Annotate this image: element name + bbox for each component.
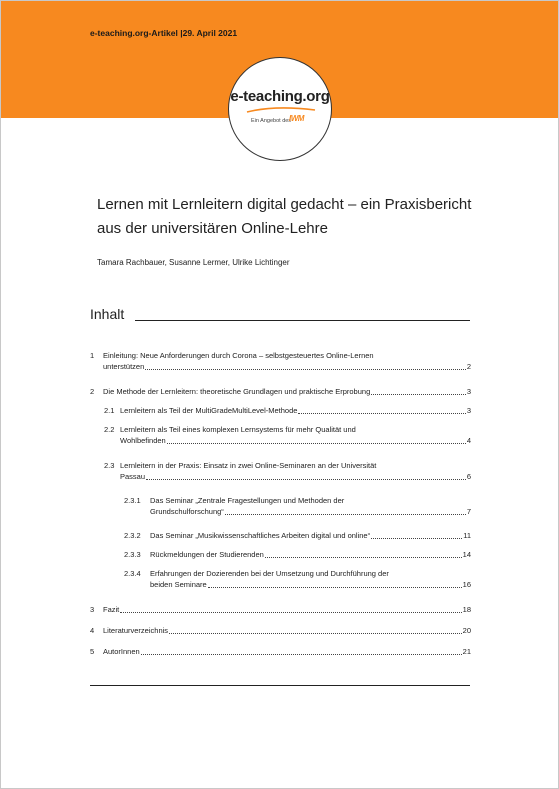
toc-entry-title: Das Seminar „Musikwissenschaftliches Arbeiten digital und online“ [150,531,371,540]
toc-entry-title: Lernleitern als Teil der MultiGradeMultiLevel-Methode [120,406,298,415]
toc-entry-title: Das Seminar „Zentrale Fragestellungen und Methoden der [150,496,345,505]
toc-entry-number: 2.3 [104,461,115,470]
toc-entry-title-cont: Grundschulforschung“ [150,507,224,516]
toc-entry-number: 2.3.4 [124,569,141,578]
toc-entry-title-cont: Wohlbefinden [120,436,166,445]
toc-entry-number: 2.3.1 [124,496,141,505]
toc-entry-5[interactable] [90,646,471,657]
toc-entry-4[interactable] [90,625,471,636]
toc-entry-page: 11 [463,531,471,540]
logo-subtext: Ein Angebot des [251,118,292,124]
toc-entry-number: 2.3.2 [124,531,141,540]
toc-entry-page: 14 [462,550,471,559]
toc-entry-number: 2.3.3 [124,550,141,559]
article-meta: e-teaching.org-Artikel |29. April 2021 [90,28,238,38]
toc-entry-title-cont: Passau [120,472,146,481]
toc-entry-2-1[interactable] [104,405,471,416]
toc-entry-number: 2.2 [104,425,115,434]
toc-entry-number: 1 [90,351,95,360]
toc-heading: Inhalt [90,306,125,322]
toc-entry-title-cont: unterstützen [103,362,145,371]
toc-entry-title: AutorInnen [103,647,140,656]
toc-entry-2-3-1[interactable] [124,495,471,517]
toc-heading-rule [135,320,470,321]
toc-entry-3[interactable] [90,604,471,615]
e-teaching-logo [228,57,332,161]
toc-entry-page: 18 [462,605,471,614]
toc-entry-title: Die Methode der Lernleitern: theoretische Grundlagen und praktische Erprobung [103,387,371,396]
article-title: Lernen mit Lernleitern digital gedacht – ein Praxisbericht aus der universitären Online-Lehre [97,196,472,237]
toc-entry-page: 3 [466,387,471,396]
toc-entry-title: Erfahrungen der Dozierenden bei der Umsetzung und Durchführung der [150,569,389,578]
toc-entry-number: 2 [90,387,95,396]
toc-entry-title: Lernleitern in der Praxis: Einsatz in zwei Online-Seminaren an der Universität [120,461,377,470]
toc-entry-2-3[interactable] [104,460,471,482]
toc-entry-number: 3 [90,605,95,614]
toc-entry-page: 3 [466,406,471,415]
toc-entry-title: Fazit [103,605,120,614]
logo-text: e-teaching.org [230,88,330,105]
toc-entry-2[interactable] [90,386,471,397]
toc-entry-1[interactable] [90,350,471,372]
toc-entry-title: Lernleitern als Teil eines komplexen Lernsystems für mehr Qualität und [120,425,356,434]
toc-entry-title: Literaturverzeichnis [103,626,169,635]
toc-entry-2-3-3[interactable] [124,549,471,560]
toc-entry-page: 7 [466,507,471,516]
toc-entry-page: 4 [466,436,471,445]
iwm-brand: IWM [289,114,304,123]
toc-entry-page: 16 [462,580,471,589]
toc-entry-number: 2.1 [104,406,115,415]
toc-entry-title: Einleitung: Neue Anforderungen durch Corona – selbstgesteuertes Online-Lernen [103,351,374,360]
toc-entry-page: 6 [466,472,471,481]
toc-entry-page: 20 [462,626,471,635]
toc-entry-number: 4 [90,626,95,635]
article-authors: Tamara Rachbauer, Susanne Lermer, Ulrike Lichtinger [97,258,290,267]
toc-entry-page: 2 [466,362,471,371]
toc-entry-page: 21 [462,647,471,656]
logo-swoosh-icon [245,106,317,114]
toc-entry-2-2[interactable] [104,424,471,446]
toc-entry-2-3-2[interactable] [124,530,471,541]
toc-entry-title-cont: beiden Seminare [150,580,207,589]
toc-entry-number: 5 [90,647,95,656]
toc-entry-2-3-4[interactable] [124,568,471,590]
toc-entry-title: Rückmeldungen der Studierenden [150,550,264,559]
toc-bottom-rule [90,685,470,686]
